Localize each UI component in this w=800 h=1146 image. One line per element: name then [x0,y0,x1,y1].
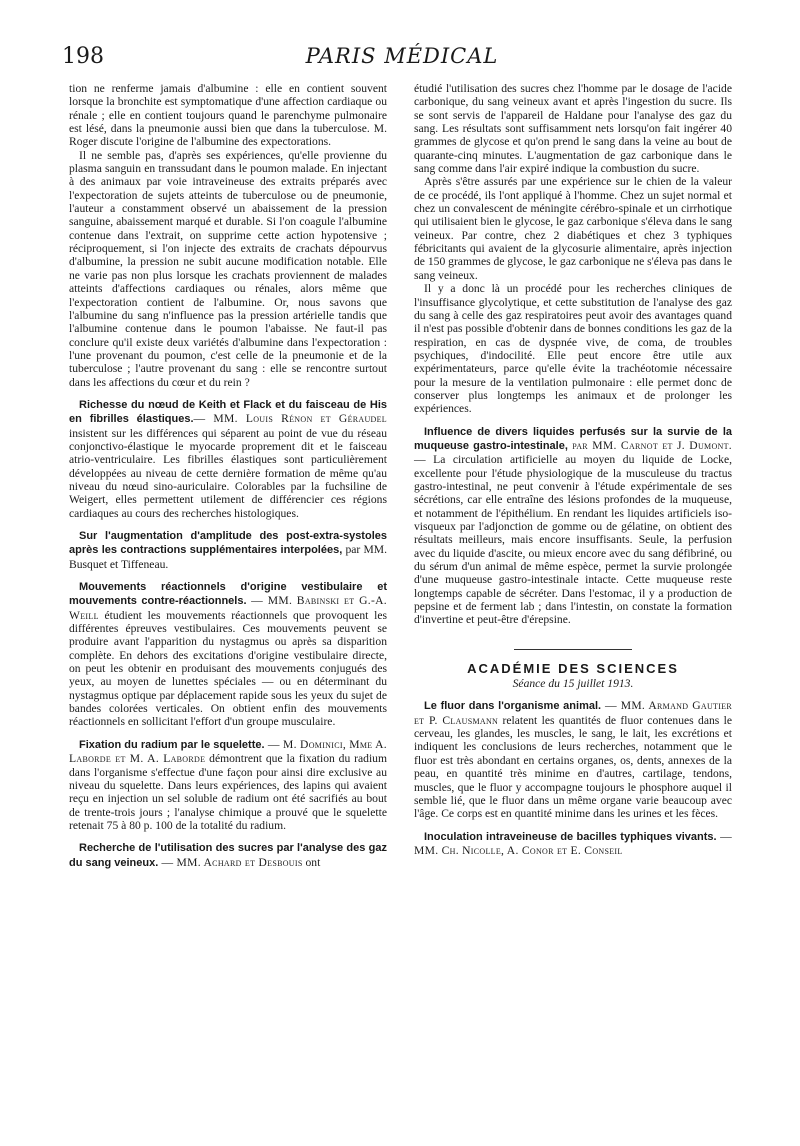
article-text: insistent sur les différences qui séparent au point de vue du réseau conjonctivo-élastique le myocarde proprement dit et le faisceau atrio-ventriculaire. Les fibrilles élastiques sont particulièrement développées au niveau de cette dernière formation de même qu'au niveau du nœud sino-auriculaire. Colorables par la fuchsiline de Weigert, elles permettent utilement de différencier ces régions cardiaques au cours des recherches histologiques. [69,426,387,520]
article-fluor [414,699,732,820]
article-heading: Influence de divers liquides perfusés sur la survie de la muqueuse gastro-intestinale, [414,425,732,452]
article-text: étudient les mouvements réactionnels que provoquent les différentes épreuves vestibulaires. Ces mouvements peuvent se produire avant l'apparition du nystagmus ou après sa disparition complète. En dehors des excitations d'origine vestibulaire directe, on peut les obtenir en produisant des mouvements conjugués des yeux, au moyen de lunettes spéciales — ou en déterminant du nystagmus optique par déplacement rapide sous les yeux du sujet de bandes colorées verticales. On obtient enfin des mouvements réactionnels en sollicitant l'effort d'un groupe musculaire. [69,608,387,729]
section-divider [514,649,632,650]
session-date: Séance du 15 juillet 1913. [512,677,634,691]
article-authors: par MM. Carnot et J. Dumont. [567,438,732,452]
article-vestibulaire [69,580,387,729]
article-heading: Mouvements réactionnels d'origine vestibulaire et mouvements contre-réactionnels. [69,581,387,608]
paragraph: étudié l'utilisation des sucres chez l'homme par le dosage de l'acide carbonique, du sang veineux avant et après l'ingestion du sucre. Ils se sont servis de l'appareil de Haldane pour l'analyse des gaz du sang. Les résultats sont suffisamment nets lorsqu'on fait ingérer 40 grammes de glycose et qu'on prend le sang dans la veine au bout de quarante-cinq minutes. L'augmentation de gaz carbonique dans le sang comme dans l'air expiré indique la combustion du sucre. [414,82,732,176]
article-authors: — MM. Babinski et G.-A. Weill [69,594,387,622]
article-text: — La circulation artificielle au moyen du liquide de Locke, excellente pour l'étude physiologique de la musculeuse du tractus gastro-intestinal, ne peut convenir à l'étude expérimentale de ses sécrétions, car elle entraîne des lésions profondes de la muqueuse, et notamment de l'épithélium. En rendant les liquides artificiels iso-visqueux par l'adjonction de gomme ou de gélatine, on obtient des résultats meilleurs, mais encore insuffisants. Seule, la perfusion avec du liquide d'ascite, ou mieux encore avec du sang défibriné, ou du sérum d'un animal de même espèce, permet la survie prolongée d'une muqueuse gastro-intestinale intacte. Cette muqueuse reste longtemps capable de sécréter. Dans l'estomac, il y a production de pepsine et de ferment lab ; dans l'intestin, on constate la formation d'invertine et peut-être d'érepsine. [414,453,732,627]
article-heading: Sur l'augmentation d'amplitude des post-extra-systoles après les contractions supplémentaires interpolées, [69,530,387,557]
article-heading: Fixation du radium par le squelette. [79,738,265,751]
paragraph: Il ne semble pas, d'après ses expériences, qu'elle provienne du plasma sanguin en transsudant dans le poumon malade. En injectant à des animaux par voie intraveineuse des extraits préparés avec l'expectoration de sujets atteints de tuberculose ou de pneumonie, l'auteur a constamment observé un abaissement de la pression sanguine, abaissement marqué et durable. Si l'on coagule l'albumine contenue dans l'extrait, on supprime cette action hypotensive ; réciproquement, si l'on injecte des extraits de crachats dépourvus d'albumine, la pression ne subit aucune modification notable. Elle ne varie pas non plus lorsque les crachats proviennent de malades atteints d'affections cardiaques ou rénales, alors même que l'expectoration contient de l'albumine. Or, nous savons que l'albumine du sang n'influence pas la pression artérielle tandis que l'albumine contenue dans le poumon l'abaisse. Ne faut-il pas conclure qu'il existe deux variétés d'albumine dans l'expectoration : l'une provenant du poumon, c'est celle de la pneumonie et de la tuberculose ; l'autre provenant du sang : elle se rencontre surtout dans les affections du cœur et du rein ? [69,148,387,389]
journal-title: PARIS MÉDICAL [305,44,499,68]
academy-heading: ACADÉMIE DES SCIENCES [467,660,679,676]
article-authors: — MM. Achard et Desbouis [158,855,303,869]
article-heading: Le fluor dans l'organisme animal. [424,700,602,713]
article-keith-flack [69,398,387,520]
article-heading: Recherche de l'utilisation des sucres par l'analyse des gaz du sang veineux. [69,842,387,869]
article-radium [69,738,387,832]
article-text: démontrent que la fixation du radium dans l'organisme s'effectue d'une façon pour ainsi dire exclusive au niveau du squelette. Dans leurs expériences, des lapins qui avaient reçu en injection un sel soluble de radium ont été sacrifiés au bout de trente-trois jours ; l'analyse chimique a prouvé que le squelette retenait 75 à 80 p. 100 de la totalité du radium. [69,752,387,832]
article-heading: Inoculation intraveineuse de bacilles typhiques vivants. [424,830,717,843]
article-inoculation [414,830,732,858]
left-column [69,82,387,870]
page-header [62,44,742,74]
paragraph: Il y a donc là un procédé pour les recherches cliniques de l'insuffisance glycolytique, et cette substitution de l'analyse des gaz du sang à celle des gaz respiratoires peut avoir des avantages quand il n'est pas possible d'obtenir dans de bonnes conditions les gaz de la respiration, en cas de dyspnée vive, de coma, de troubles psychiques, d'indocilité. Elle peut encore être utile aux expérimentateurs, parce qu'elle évite la trachéotomie nécessaire pour la mesure de la ventilation pulmonaire : elle permet donc de conserver plus longtemps les animaux et de prolonger les expériences. [414,282,732,416]
article-heading: Richesse du nœud de Keith et Flack et du faisceau de His en fibrilles élastiques. [69,398,387,426]
paragraph: Après s'être assurés par une expérience sur le chien de la valeur de ce procédé, ils l'ont appliqué à l'homme. Chez un sujet normal et chez un convalescent de méningite cérébro-spinale et un cirrhotique qui utilisaient bien le glycose, le gaz carbonique s'éleva dans le sang veineux. Par contre, chez 2 diabétiques et chez 3 typhiques fébricitants qui avaient de la glycosurie alimentaire, après injection de 150 grammes de glycose, le gaz carbonique ne s'éleva pas dans le sang veineux. [414,175,732,282]
article-authors: — M. Dominici, Mme A. Laborde et M. A. Laborde [69,737,387,766]
article-post-extra-systoles [69,529,387,571]
page-number: 198 [62,44,104,69]
article-text: relatent les quantités de fluor contenues dans le cerveau, les glandes, les muscles, le sang, le lait, les excrétions et indiquent les conclusions de leurs recherches, notamment que le fluor est très abondant en certains organes, os, dents, annexes de la peau, en quantité très minime en d'autres, cartilage, tendons, muscles, que le fluor y accompagne toujours le phosphore auquel il semble lié, que le fluor dans un même organe varie beaucoup avec l'âge. Ce corps est en quantité minime dans les urines et les fèces. [414,713,733,821]
article-text: ont [302,855,321,869]
article-authors: — MM. Armand Gautier et P. Clausmann [414,699,732,727]
right-column [414,82,732,857]
article-authors: — MM. Ch. Nicolle, A. Conor et E. Conseil [414,829,732,857]
article-authors: — MM. Louis Rénon et Géraudel [193,412,387,426]
article-sucres [69,841,387,870]
article-text: par MM. Busquet et Tiffeneau. [69,543,387,571]
article-muqueuse [414,425,732,627]
paragraph: tion ne renferme jamais d'albumine : elle en contient souvent lorsque la bronchite est symptomatique d'une affection cardiaque ou rénale ; elle en contient toujours quand le parenchyme pulmonaire est lésé, dans la pneumonie aussi bien que dans la tuberculose. M. Roger discute l'origine de l'albumine des expectorations. [69,82,387,149]
